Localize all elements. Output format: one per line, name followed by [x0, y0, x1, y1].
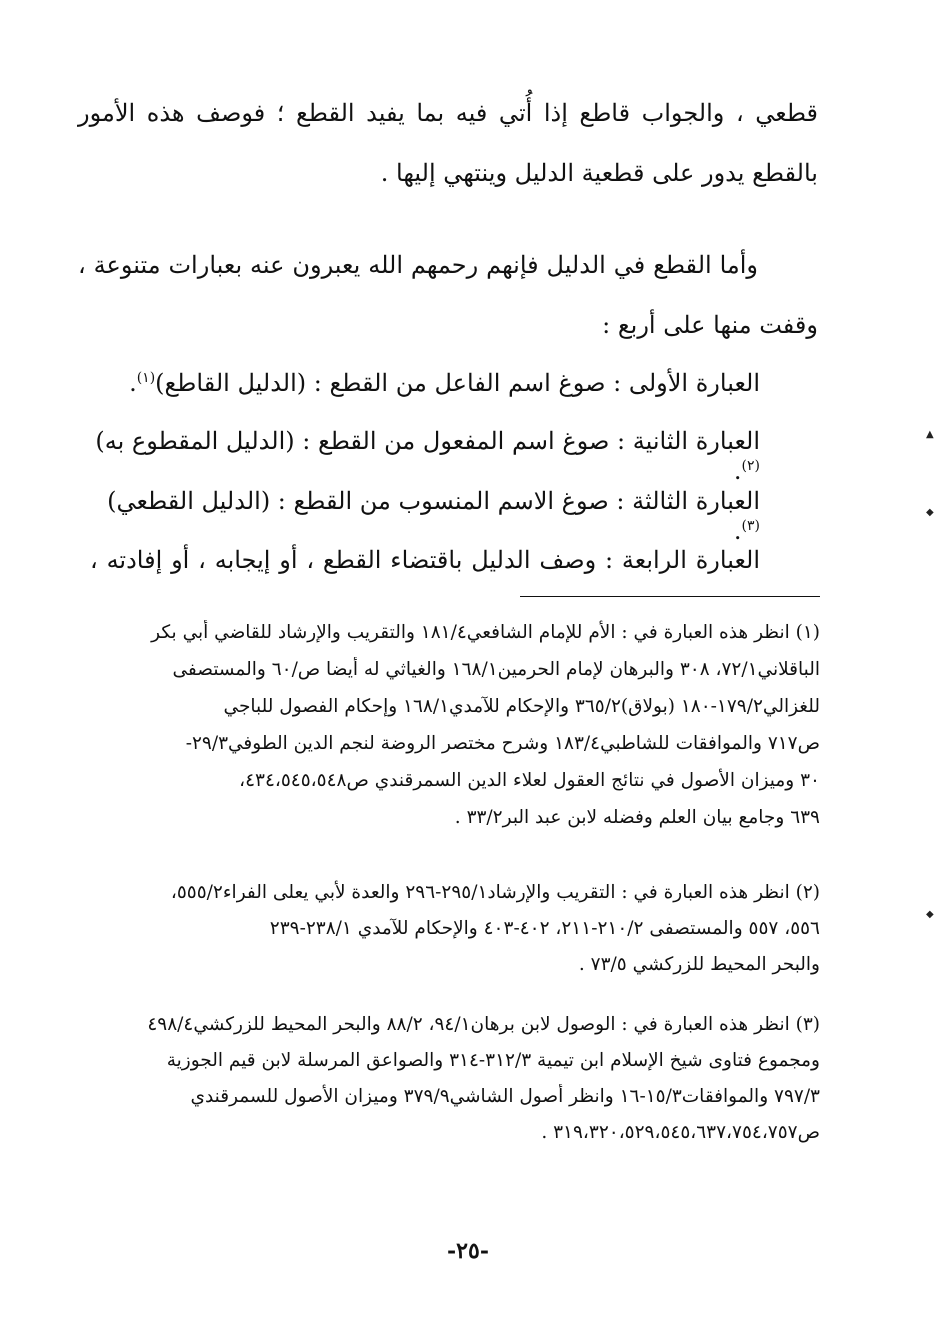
footnote-1-line: ٦٣٩ وجامع بيان العلم وفضله لابن عبد البر٣٣/٢ . — [454, 807, 820, 828]
footnote-1-line: ص٧١٧ والموافقات للشاطبي١٨٣/٤ وشرح مختصر الروضة لنجم الدين الطوفي٢٩/٣- — [185, 733, 820, 754]
expression-1 — [90, 368, 760, 398]
footnote-1-line: الباقلاني٧٢/١، ٣٠٨ والبرهان لإمام الحرمين١٦٨/١ والغياثي له أيضا ص/٦٠ والمستصفى — [172, 659, 820, 680]
expression-2-tail: . — [733, 457, 742, 485]
scan-edge-mark: ▲ — [926, 429, 934, 440]
footnote-ref-2: (٢) — [741, 458, 760, 474]
footnote-ref-3: (٣) — [741, 518, 760, 534]
expression-4 — [90, 545, 760, 575]
footnote-2-line: والبحر المحيط للزركشي ٧٣/٥ . — [578, 954, 820, 975]
expression-3 — [90, 486, 760, 546]
footnote-3-line: (٣) انظر هذه العبارة في : الوصول لابن برهان٩٤/١، ٨٨/٢ والبحر المحيط للزركشي٤٩٨/٤ — [147, 1014, 820, 1035]
footnote-1 — [78, 620, 820, 830]
footnote-divider — [520, 596, 820, 597]
scan-edge-mark: ◆ — [926, 909, 934, 920]
footnote-2 — [78, 880, 820, 977]
footnote-2-line: ٥٥٦، ٥٥٧ والمستصفى ٢١٠/٢-٢١١، ٤٠٢-٤٠٣ والإحكام للآمدي ٢٣٨/١-٢٣٩ — [269, 918, 820, 939]
expression-1-text: العبارة الأولى : صوغ اسم الفاعل من القطع : (الدليل القاطع) — [155, 369, 760, 397]
footnote-1-line: ٣٠ وميزان الأصول في نتائج العقول لعلاء الدين السمرقندي ص٤٣٤،٥٤٥،٥٤٨، — [239, 770, 820, 791]
footnote-3-line: ص٣١٩،٣٢٠،٥٢٩،٥٤٥،٦٣٧،٧٥٤،٧٥٧ . — [541, 1122, 820, 1143]
paragraph-2-line-2: وقفت منها على أربع : — [602, 311, 818, 339]
expression-2 — [90, 426, 760, 486]
paragraph-2-line-1: وأما القطع في الدليل فإنهم رحمهم الله يعبرون عنه بعبارات متنوعة ، — [78, 251, 758, 279]
footnote-3 — [78, 1012, 820, 1145]
expression-4-text: العبارة الرابعة : وصف الدليل باقتضاء القطع ، أو إيجابه ، أو إفادته ، — [90, 546, 760, 574]
paragraph-1-line-2: بالقطع يدور على قطعية الدليل وينتهي إليها . — [380, 159, 818, 187]
footnote-3-line: ٧٩٧/٣ والموافقات١٥/٣-١٦ وانظر أصول الشاشي٣٧٩/٩ وميزان الأصول للسمرقندي — [190, 1086, 820, 1107]
footnote-1-line: للغزالي١٧٩/٢-١٨٠ (بولاق)٣٦٥/٢ والإحكام للآمدي١٦٨/١ وإحكام الفصول للباجي — [223, 696, 820, 717]
footnote-1-line: (١) انظر هذه العبارة في : الأم للإمام الشافعي١٨١/٤ والتقريب والإرشاد للقاضي أبي بكر — [151, 622, 820, 643]
footnote-3-line: ومجموع فتاوى شيخ الإسلام ابن تيمية ٣١٢/٣-٣١٤ والصواعق المرسلة لابن قيم الجوزية — [166, 1050, 820, 1071]
footnote-2-line: (٢) انظر هذه العبارة في : التقريب والإرشاد٢٩٥/١-٢٩٦ والعدة لأبي يعلى الفراء٥٥٥/٢، — [170, 882, 820, 903]
expression-3-tail: . — [733, 517, 742, 545]
footnote-ref-1: (١) — [136, 370, 156, 386]
paragraph-1-line-1: قطعي ، والجواب قاطع إذا أُتي فيه بما يفيد القطع ؛ فوصف هذه الأمور — [78, 99, 818, 127]
page-number: -٢٥- — [447, 1238, 489, 1264]
expression-2-text: العبارة الثانية : صوغ اسم المفعول من القطع : (الدليل المقطوع به) — [95, 427, 760, 455]
scan-edge-mark: ◆ — [926, 507, 934, 518]
expression-1-tail: . — [129, 369, 137, 397]
expression-3-text: العبارة الثالثة : صوغ الاسم المنسوب من القطع : (الدليل القطعي) — [107, 487, 760, 515]
